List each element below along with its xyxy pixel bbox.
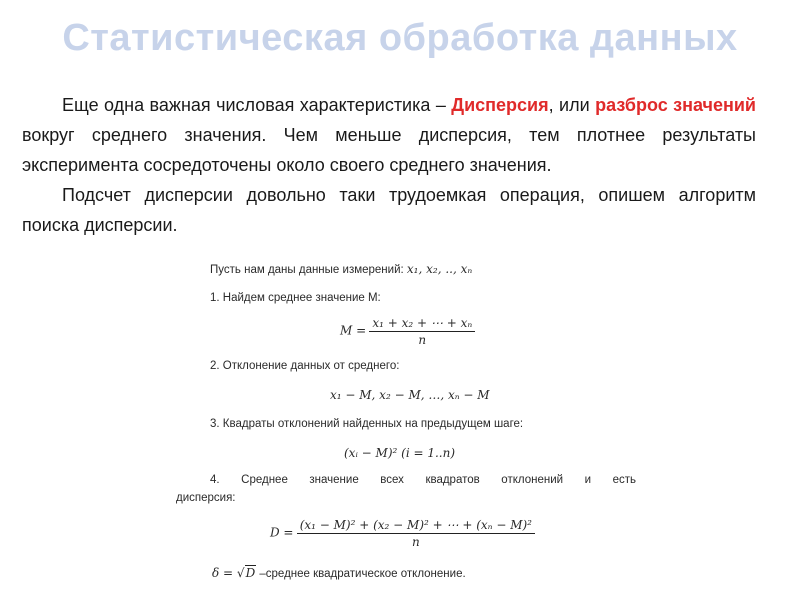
variance-formula [270, 518, 535, 549]
intro-text-part: Еще одна важная числовая характеристика – [62, 95, 452, 115]
mean-denominator: n [418, 333, 427, 347]
std-dev-line [212, 566, 466, 580]
term-spread: разброс значений [595, 95, 756, 115]
algorithm-box [176, 256, 646, 592]
step-2-text: 2. Отклонение данных от среднего: [210, 360, 400, 372]
std-dev-text: –среднее квадратическое отклонение. [256, 568, 466, 580]
mean-formula [340, 316, 475, 347]
given-line [210, 262, 472, 276]
step-4-word: отклонений [501, 474, 564, 486]
page-title: Статистическая обработка данных [62, 17, 738, 59]
intro-text-part: вокруг среднего значения. Чем меньше дисперсия, тем плотнее результаты эксперимента сосредоточены около своего среднего значения. [22, 125, 756, 175]
given-text: Пусть нам даны данные измерений: [210, 264, 404, 276]
step-4-word: квадратов [425, 474, 480, 486]
deviation-math: x₁ − M, x₂ − M, …, xₙ − M [330, 388, 490, 402]
intro-text-part: , или [548, 95, 596, 115]
mean-lhs: M = [340, 323, 367, 338]
variance-numerator: (x₁ − M)² + (x₂ − M)² + ⋯ + (xₙ − M)² [297, 518, 535, 534]
step-3-text: 3. Квадраты отклонений найденных на предыдущем шаге: [210, 418, 524, 430]
variance-lhs: D = [270, 525, 294, 540]
variance-fraction [297, 518, 535, 549]
step-4-word: 4. [210, 474, 220, 486]
mean-numerator: x₁ + x₂ + ⋯ + xₙ [369, 316, 475, 332]
mean-fraction [369, 316, 475, 347]
step-4-line-2: дисперсия: [176, 492, 236, 504]
step-4-word: значение [309, 474, 359, 486]
intro-text [22, 90, 756, 240]
term-dispersion: Дисперсия [451, 95, 549, 115]
step-4-word: всех [380, 474, 404, 486]
squares-math: (xᵢ − M)² (i = 1..n) [344, 446, 456, 460]
std-dev-radicand: D [245, 566, 256, 580]
variance-denominator: n [411, 535, 420, 549]
step-4-word: Среднее [241, 474, 288, 486]
step-4-word: есть [612, 474, 636, 486]
given-math: x₁, x₂, .., xₙ [406, 262, 473, 276]
intro-paragraph-1 [22, 90, 756, 180]
step-4-line-1 [176, 474, 636, 486]
step-4-word: и [584, 474, 592, 486]
std-dev-math: δ = √ [212, 566, 245, 580]
intro-paragraph-2: Подсчет дисперсии довольно таки трудоемкая операция, опишем алгоритм поиска дисперсии. [22, 185, 756, 235]
step-1-text: 1. Найдем среднее значение M: [210, 292, 381, 304]
